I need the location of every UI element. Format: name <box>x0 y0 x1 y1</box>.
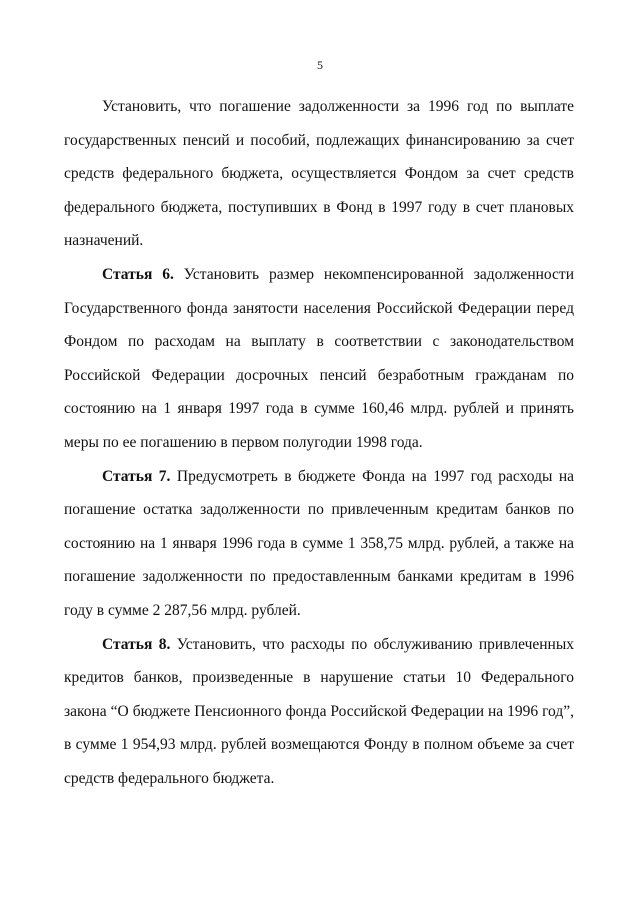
article-7-text: Предусмотреть в бюджете Фонда на 1997 год расходы на погашение остатка задолженности по привлеченным кредитам банков по состоянию на 1 января 1996 года в сумме 1 358,75 млрд. рублей, а также на погашение задолженности по предоставленным банками кредитам в 1996 году в сумме 2 287,56 млрд. рублей. <box>64 467 574 619</box>
document-body <box>64 90 574 795</box>
paragraph-article-7 <box>64 460 574 628</box>
article-8-text: Установить, что расходы по обслуживанию привлеченных кредитов банков, произведенные в нарушение статьи 10 Федерального закона “О бюджете Пенсионного фонда Российской Федерации на 1996 год”, в сумме 1 954,93 млрд. рублей возмещаются Фонду в полном объеме за счет средств федерального бюджета. <box>64 635 574 787</box>
paragraph-article-8 <box>64 628 574 796</box>
paragraph-article-6 <box>64 258 574 460</box>
article-6-heading: Статья 6. <box>102 265 174 283</box>
paragraph-intro <box>64 90 574 258</box>
page-number: 5 <box>317 58 323 72</box>
article-8-heading: Статья 8. <box>102 635 171 653</box>
paragraph-text: Установить, что погашение задолженности за 1996 год по выплате государственных пенсий и пособий, подлежащих финансированию за счет средств федерального бюджета, осуществляется Фондом за счет средств федерального бюджета, поступивших в Фонд в 1997 году в счет плановых назначений. <box>64 98 574 250</box>
article-6-text: Установить размер некомпенсированной задолженности Государственного фонда занятости населения Российской Федерации перед Фондом по расходам на выплату в соответствии с законодательством Российской Федерации досрочных пенсий безработным гражданам по состоянию на 1 января 1997 года в сумме 160,46 млрд. рублей и принять меры по ее погашению в первом полугодии 1998 года. <box>64 265 574 451</box>
article-7-heading: Статья 7. <box>102 467 171 485</box>
